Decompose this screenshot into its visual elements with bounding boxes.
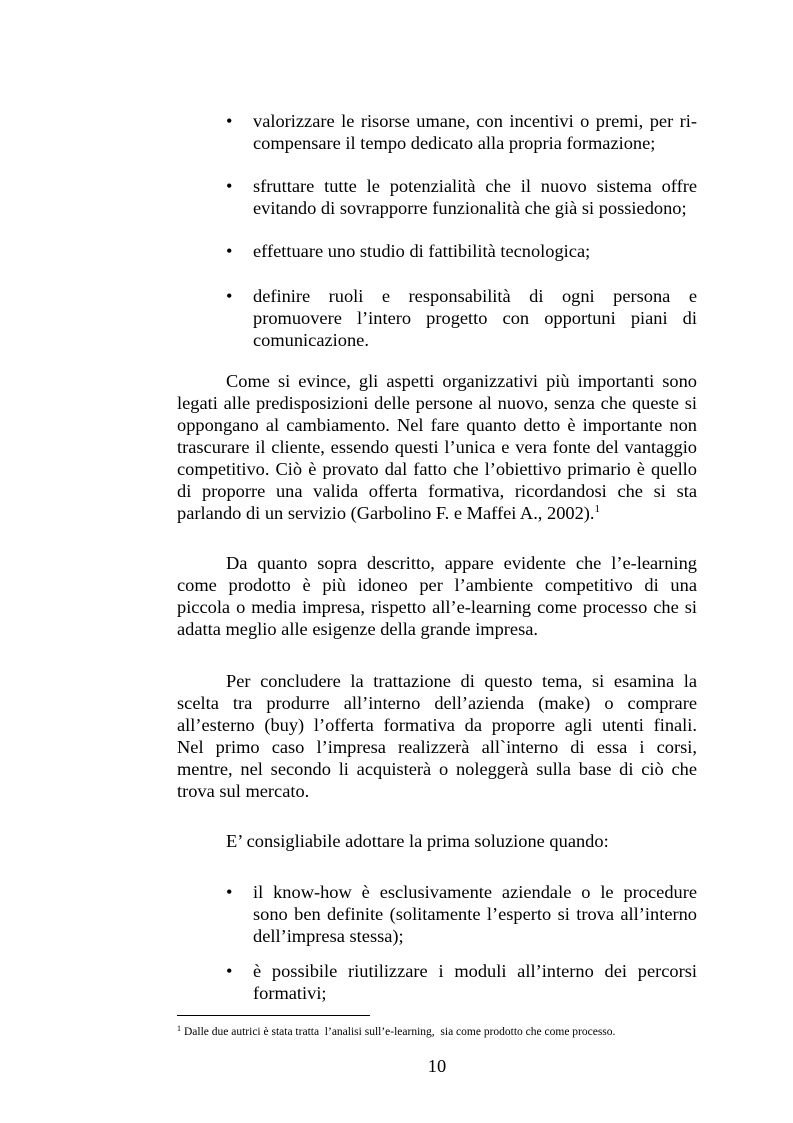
footnote-marker: 1 — [177, 1024, 181, 1033]
bullet-marker: • — [226, 111, 233, 131]
list-item — [226, 881, 697, 947]
list-item — [226, 960, 697, 1004]
footnote — [177, 1025, 717, 1039]
text-line — [177, 502, 697, 524]
text-line: oppongano al cambiamento. Nel fare quanto detto è importante non — [177, 415, 697, 435]
text-line: scelta tra produrre all’interno dell’azienda (make) o comprare — [177, 693, 697, 713]
text-line: il know-how è esclusivamente aziendale o le procedure — [253, 882, 697, 902]
footnote-reference: 1 — [594, 503, 601, 515]
text-line: Per concludere la trattazione di questo tema, si esamina la — [226, 671, 697, 691]
text-line: effettuare uno studio di fattibilità tecnologica; — [253, 241, 591, 261]
text-line: E’ consigliabile adottare la prima soluzione quando: — [226, 831, 609, 851]
text-line: valorizzare le risorse umane, con incentivi o premi, per ri- — [253, 111, 697, 131]
text-line: trascurare il cliente, essendo questi l’unica e vera fonte del vantaggio — [177, 437, 697, 457]
text-line: legati alle predisposizioni delle persone al nuovo, senza che queste si — [177, 393, 697, 413]
text-line: come prodotto è più idoneo per l’ambiente competitivo di una — [177, 575, 697, 595]
text-line: formativi; — [253, 983, 327, 1003]
text-line: all’esterno (buy) l’offerta formativa da proporre agli utenti finali. — [177, 715, 697, 735]
text-line: promuovere l’intero progetto con opportuni piani di — [253, 308, 697, 328]
text-line: sfruttare tutte le potenzialità che il nuovo sistema offre — [253, 176, 697, 196]
text-line: trova sul mercato. — [177, 781, 310, 801]
text-line: mentre, nel secondo li acquisterà o noleggerà sulla base di ciò che — [177, 759, 697, 779]
text-line: compensare il tempo dedicato alla propria formazione; — [253, 133, 656, 153]
text-line: è possibile riutilizzare i moduli all’interno dei percorsi — [253, 961, 697, 981]
paragraph — [177, 370, 697, 524]
text-line: Come si evince, gli aspetti organizzativi più importanti sono — [226, 371, 697, 391]
bullet-marker: • — [226, 286, 233, 306]
list-item — [226, 110, 697, 154]
paragraph — [177, 552, 697, 640]
text-line: comunicazione. — [253, 330, 369, 350]
text-line: evitando di sovrapporre funzionalità che già si possiedono; — [253, 198, 687, 218]
footnote-separator — [177, 1015, 370, 1016]
footnote-text: Dalle due autrici è stata tratta l’analisi sull’e-learning, sia come prodotto che come processo. — [184, 1026, 616, 1038]
text-line: Nel primo caso l’impresa realizzerà all`interno di essa i corsi, — [177, 737, 697, 757]
list-item — [226, 240, 697, 262]
page-number: 10 — [427, 1056, 447, 1076]
list-item — [226, 285, 697, 351]
bullet-marker: • — [226, 176, 233, 196]
list-item — [226, 175, 697, 219]
text-line: sono ben definite (solitamente l’esperto si trova all’interno — [253, 904, 697, 924]
text-line: Da quanto sopra descritto, appare evidente che l’e-learning — [226, 553, 697, 573]
text-line: piccola o media impresa, rispetto all’e-learning come processo che si — [177, 597, 697, 617]
bullet-marker: • — [226, 882, 233, 902]
text-line: adatta meglio alle esigenze della grande impresa. — [177, 619, 539, 639]
bullet-marker: • — [226, 241, 233, 261]
bullet-marker: • — [226, 961, 233, 981]
paragraph — [177, 830, 697, 852]
text-line: di proporre una valida offerta formativa, ricordandosi che si sta — [177, 481, 697, 501]
paragraph — [177, 670, 697, 802]
line-text: parlando di un servizio (Garbolino F. e Maffei A., 2002). — [177, 503, 595, 523]
text-line: definire ruoli e responsabilità di ogni persona e — [253, 286, 697, 306]
text-line: dell’impresa stessa); — [253, 926, 404, 946]
text-line: competitivo. Ciò è provato dal fatto che l’obiettivo primario è quello — [177, 459, 697, 479]
